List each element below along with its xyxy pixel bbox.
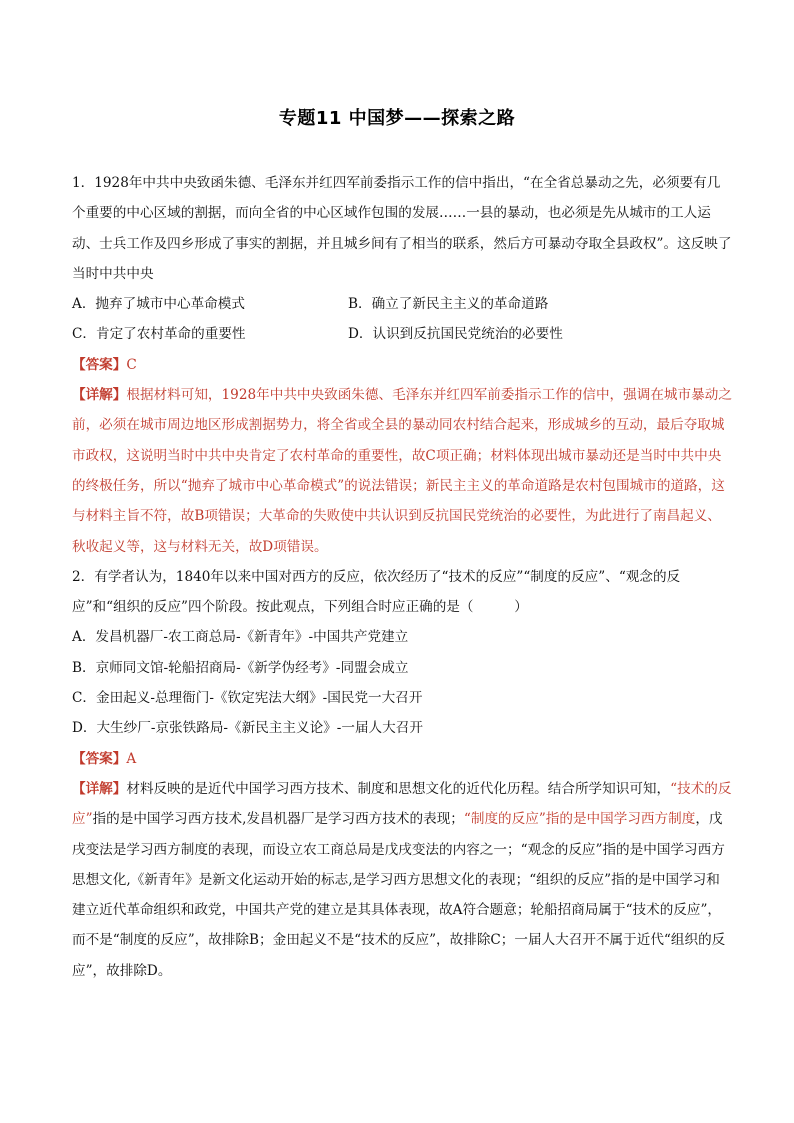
page-title: 专题11 中国梦——探索之路: [278, 108, 516, 129]
question-2-option-c: C．金田起义-总理衙门-《钦定宪法大纲》-国民党一大召开: [72, 690, 423, 707]
question-1-option-b: B．确立了新民主主义的革命道路: [348, 296, 549, 313]
detail-text-part-5: ，戊戌变法是学习西方制度的表现，而设立农工商总局是戊戌变法的内容之一；“观念的反应”指的是中国学习西方思想文化,《新青年》是新文化运动开始的标志,是学习西方思想文化的表现；“组织的反应”指的是中国学习和建立近代革命组织和政党，中国共产党的建立是其具体表现，故A符合题意；轮船招商局属于“技术的反应”，而不是“制度的反应”，故排除B；金田起义不是“技术的反应”，故排除C；一届人大召开不属于近代“组织的反应”，故排除D。: [72, 811, 726, 979]
detail-label: 【详解】: [72, 780, 127, 797]
answer-value: C: [126, 356, 137, 373]
question-2-stem: 2．有学者认为，1840年以来中国对西方的反应，依次经历了“技术的反应”“制度的反应”、“观念的反应”和“组织的反应”四个阶段。按此观点，下列组合时应正确的是（ ）: [72, 568, 681, 616]
detail-text-part-4: “制度的反应”指的是中国学习西方制度: [463, 811, 696, 828]
question-1-answer: [72, 350, 732, 380]
document-content: [72, 168, 732, 986]
question-2-answer: [72, 744, 732, 774]
question-2-detail: [72, 774, 732, 986]
question-2-option-a: A．发昌机器厂-农工商总局-《新青年》-中国共产党建立: [72, 629, 409, 646]
answer-label: 【答案】: [72, 750, 127, 767]
question-1-stem: 1．1928年中共中央致函朱德、毛泽东并红四军前委指示工作的信中指出，“在全省总暴动之先，必须要有几个重要的中心区域的割据，而向全省的中心区域作包围的发展……一县的暴动，也必须是先从城市的工人运动、士兵工作及四乡形成了事实的割据，并且城乡间有了相当的联系，然后方可暴动夺取全县政权”。这反映了当时中共中央: [72, 175, 732, 282]
question-1-detail: [72, 380, 732, 562]
question-2-option-b: B．京师同文馆-轮船招商局-《新学伪经考》-同盟会成立: [72, 659, 409, 676]
detail-text-part-2: “技术的反应”: [72, 780, 732, 828]
question-1-option-a: A．抛弃了城市中心革命模式: [72, 296, 245, 313]
question-2-option-d: D．大生纱厂-京张铁路局-《新民主主义论》-一届人大召开: [72, 720, 423, 737]
detail-text: 根据材料可知，1928年中共中央致函朱德、毛泽东并红四军前委指示工作的信中，强调在城市暴动之前，必须在城市周边地区形成割据势力，将全省或全县的暴动同农村结合起来，形成城乡的互动，最后夺取城市政权，这说明当时中共中央肯定了农村革命的重要性，故C项正确；材料体现出城市暴动还是当时中共中央的终极任务，所以“抛弃了城市中心革命模式”的说法错误；新民主主义的革命道路是农村包围城市的道路，这与材料主旨不符，故B项错误；大革命的失败使中共认识到反抗国民党统治的必要性，为此进行了南昌起义、秋收起义等，这与材料无关，故D项错误。: [72, 387, 732, 555]
answer-value: A: [126, 750, 137, 767]
detail-text-part-3: 指的是中国学习西方技术,发昌机器厂是学习西方技术的表现；: [92, 811, 464, 828]
question-1-option-c: C．肯定了农村革命的重要性: [72, 326, 246, 343]
answer-label: 【答案】: [72, 356, 127, 373]
detail-text-part-1: 材料反映的是近代中国学习西方技术、制度和思想文化的近代化历程。结合所学知识可知，: [126, 780, 671, 797]
question-1-options-row-2: [72, 319, 732, 349]
question-1-option-d: D．认识到反抗国民党统治的必要性: [348, 326, 563, 343]
question-1-options-row-1: [72, 289, 732, 319]
detail-label: 【详解】: [72, 387, 127, 404]
